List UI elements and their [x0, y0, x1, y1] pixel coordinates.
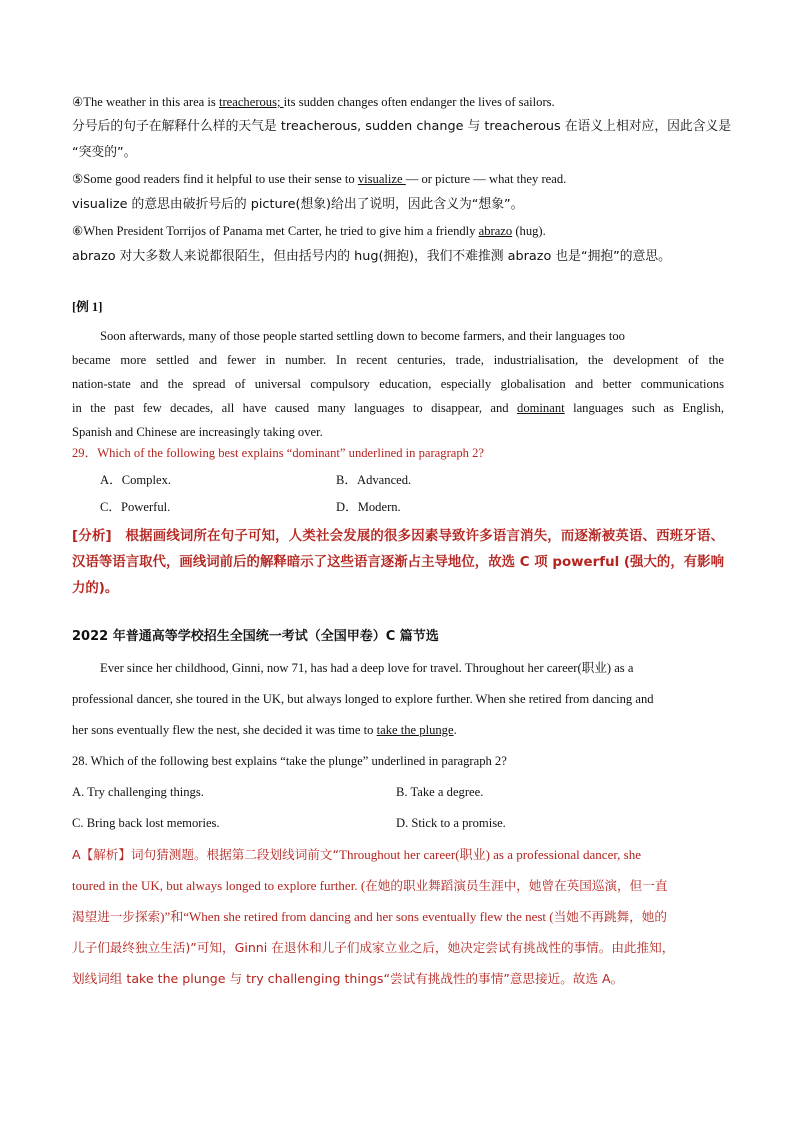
text-run: 在她的职业舞蹈演员生涯中，她曾在英国巡演，但一直 — [365, 878, 668, 893]
jiexi-line: 划线词组 take the plunge 与 try challenging things“尝试有挑战性的事情”意思接近。故选 A。 — [72, 971, 624, 986]
text-run: (hug). — [512, 224, 546, 238]
example-1-heading: [例 1] — [72, 300, 103, 314]
jiexi-line — [72, 870, 724, 901]
options-row — [72, 777, 724, 808]
jiexi-block — [72, 839, 724, 994]
option-b: B．Advanced. — [336, 473, 412, 487]
underlined-phrase: take the plunge — [376, 723, 454, 737]
jiexi-line — [72, 839, 724, 870]
option-c: C. Bring back lost memories. — [72, 816, 220, 830]
passage-line: professional dancer, she toured in the UK, but always longed to explore further. When she retired from dancing and — [72, 692, 654, 706]
example-6-explanation: abrazo 对大多数人来说都很陌生，但由括号内的 hug(拥抱)，我们不难推测 abrazo 也是“拥抱”的意思。 — [72, 249, 671, 264]
text-run: . — [453, 723, 457, 737]
option-d: D. Stick to a promise. — [396, 816, 506, 830]
example-6-sentence — [72, 222, 724, 240]
option-a: A．Complex. — [100, 473, 172, 487]
exam-passage — [72, 653, 724, 746]
text-run: in the past few decades, all have caused many languages to disappear, and — [72, 401, 518, 415]
passage-line: nation-state and the spread of universal compulsory education, especially globalisation and better communications — [72, 377, 724, 391]
passage-line — [72, 715, 724, 746]
jiexi-line — [72, 932, 724, 963]
text-run: A【解析】词句猜测题。根据第二段划线词前文“ — [72, 847, 340, 862]
text-run: toured in the UK, but always longed to explore further. ( — [72, 878, 366, 893]
text-run: ④The weather in this area is — [72, 95, 219, 109]
passage-line: Ever since her childhood, Ginni, now 71, has had a deep love for travel. Throughout her career(职业) as a — [100, 661, 634, 675]
text-run: — or picture — what they read. — [405, 172, 567, 186]
text-run: languages such as English, — [564, 401, 724, 415]
text-run: 当她不再跳舞，她的 — [553, 909, 667, 924]
text-run: 渴望进一步探索 — [72, 909, 161, 924]
options-row — [72, 498, 724, 516]
passage-line — [72, 396, 724, 420]
passage-line: Soon afterwards, many of those people started settling down to become farmers, and their languages too — [100, 329, 625, 343]
exam-heading: 2022 年普通高等学校招生全国统一考试（全国甲卷）C 篇节选 — [72, 629, 439, 644]
document-page — [72, 93, 732, 994]
text-run: 儿子们最终独立生活 — [72, 940, 186, 955]
example-4-explanation: 分号后的句子在解释什么样的天气是 treacherous, sudden change 与 treacherous 在语义上相对应，因此含义是 — [72, 119, 732, 134]
underlined-word: visualize — [357, 172, 406, 186]
underlined-word: treacherous; — [218, 95, 284, 109]
text-run: its sudden changes often endanger the lives of sailors. — [283, 95, 555, 109]
passage-line: Spanish and Chinese are increasingly taking over. — [72, 425, 323, 439]
option-a: A. Try challenging things. — [72, 785, 204, 799]
question-29: 29．Which of the following best explains “dominant” underlined in paragraph 2? — [72, 446, 484, 460]
text-run: ⑥When President Torrijos of Panama met Carter, he tried to give him a friendly — [72, 224, 479, 238]
option-d: D．Modern. — [336, 500, 401, 514]
passage-line: became more settled and fewer in number. In recent centuries, trade, industrialisation, the development of the — [72, 353, 724, 367]
jiexi-line — [72, 901, 724, 932]
option-c: C．Powerful. — [100, 500, 171, 514]
text-run: her sons eventually flew the nest, she decided it was time to — [72, 723, 377, 737]
text-run: ⑤Some good readers find it helpful to use their sense to — [72, 172, 358, 186]
example-5-explanation: visualize 的意思由破折号后的 picture(想象)给出了说明，因此含义为“想象”。 — [72, 197, 524, 212]
options-row — [72, 471, 724, 489]
underlined-word: abrazo — [478, 224, 513, 238]
underlined-word: dominant — [517, 401, 565, 415]
text-run: )”可知，Ginni 在退休和儿子们成家立业之后，她决定尝试有挑战性的事情。由此推知， — [185, 940, 675, 955]
analysis-paragraph: [分析] 根据画线词所在句子可知，人类社会发展的很多因素导致许多语言消失，而逐渐被英语、西班牙语、汉语等语言取代，画线词前后的解释暗示了这些语言逐渐占主导地位，故选 C 项 powerful (强大的，有影响力的)。 — [72, 529, 724, 596]
example-5-sentence — [72, 170, 724, 188]
example-4-explanation-cont: “突变的”。 — [72, 145, 137, 160]
text-run: Throughout her career(职业) as a professional dancer, she — [339, 847, 641, 862]
options-row — [72, 808, 724, 839]
option-b: B. Take a degree. — [396, 785, 484, 799]
example-4-sentence — [72, 93, 724, 111]
text-run: )”和“When she retired from dancing and her sons eventually flew the nest ( — [160, 909, 554, 924]
question-28: 28. Which of the following best explains “take the plunge” underlined in paragraph 2? — [72, 754, 507, 768]
example-1-passage — [72, 324, 724, 444]
